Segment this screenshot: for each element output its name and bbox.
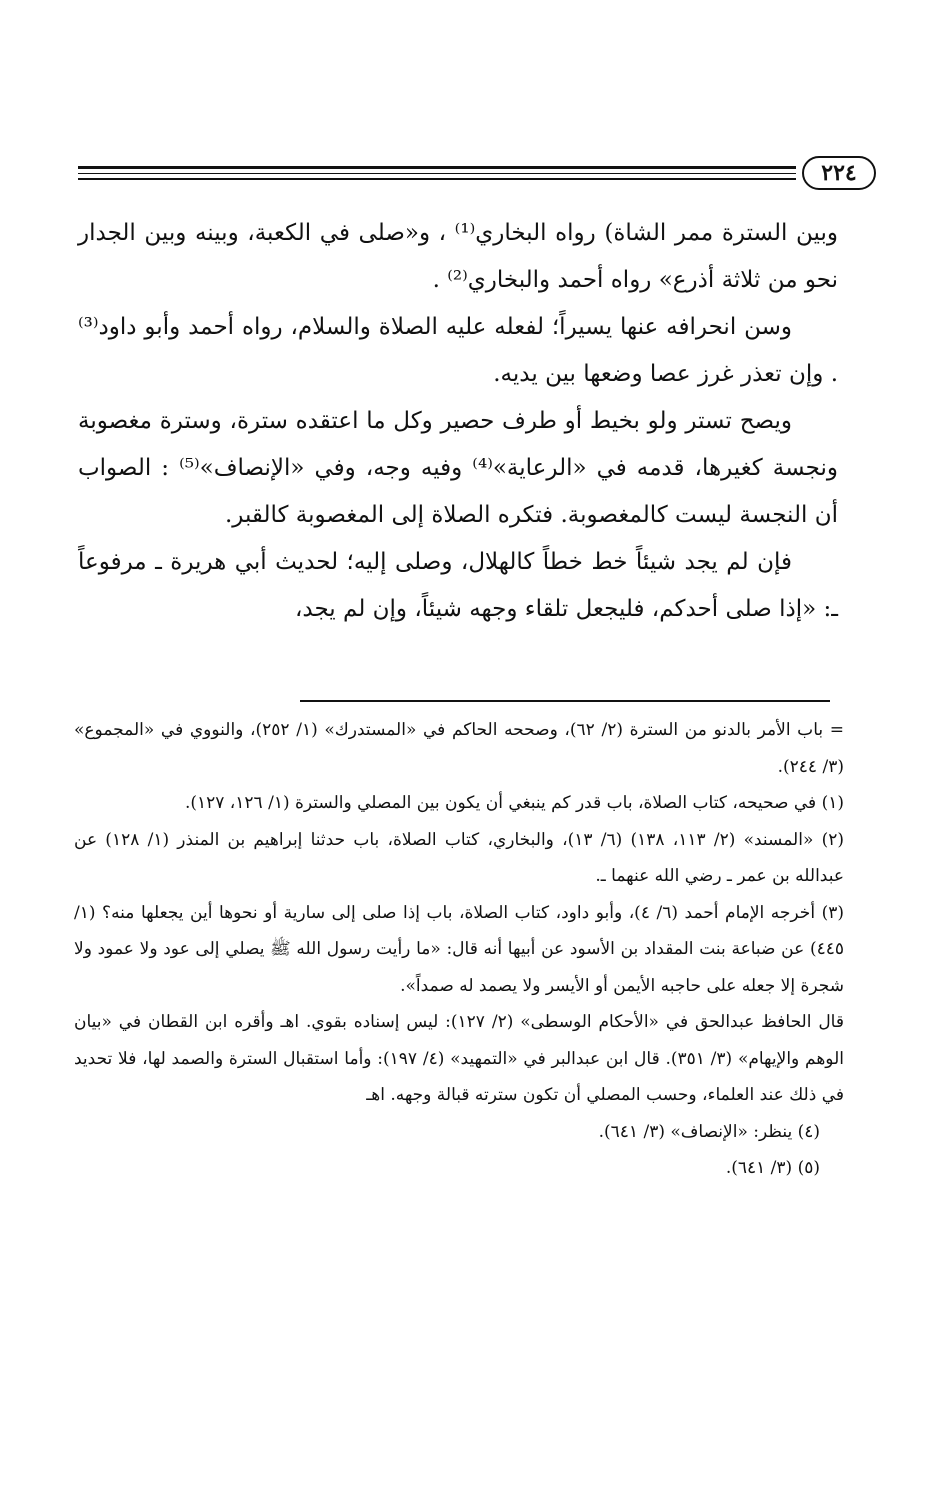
main-paragraph: ويصح تستر ولو بخيط أو طرف حصير وكل ما اعتقده سترة، وسترة مغصوبة ونجسة كغيرها، قدمه في «الرعاية»⁽⁴⁾ وفيه وجه، وفي «الإنصاف»⁽⁵⁾ : الصواب أن النجسة ليست كالمغصوبة. فتكره الصلاة إلى المغصوبة كالقبر. xyxy=(78,408,838,528)
main-paragraph: وسن انحرافه عنها يسيراً؛ لفعله عليه الصلاة والسلام، رواه أحمد وأبو داود⁽³⁾ . وإن تعذر غرز عصا وضعها بين يديه. xyxy=(78,314,838,387)
footnote: قال الحافظ عبدالحق في «الأحكام الوسطى» (٢/ ١٢٧): ليس إسناده بقوي. اهـ وأقره ابن القطان في «بيان الوهم والإيهام» (٣/ ٣٥١). قال ابن عبدالبر في «التمهيد» (٤/ ١٩٧): وأما استقبال السترة والصمد لها، فلا تحديد في ذلك عند العلماء، وحسب المصلي أن تكون سترته قبالة وجهه. اهـ xyxy=(74,1012,844,1105)
footnote: (٤) ينظر: «الإنصاف» (٣/ ٦٤١). xyxy=(598,1121,820,1142)
footnote-divider xyxy=(300,700,830,702)
footnote: (١) في صحيحه، كتاب الصلاة، باب قدر كم ينبغي أن يكون بين المصلي والسترة (١/ ١٢٦، ١٢٧). xyxy=(184,793,844,813)
footnotes xyxy=(74,712,844,1187)
page-header xyxy=(78,152,878,196)
footnote: (٥) (٣/ ٦٤١). xyxy=(725,1158,820,1178)
footnote: = باب الأمر بالدنو من السترة (٢/ ٦٢)، وصححه الحاكم في «المستدرك» (١/ ٢٥٢)، والنووي في «المجموع» (٣/ ٢٤٤). xyxy=(74,720,844,777)
header-rule xyxy=(78,166,796,169)
main-paragraph: وبين السترة ممر الشاة) رواه البخاري⁽¹⁾ ، و«صلى في الكعبة، وبينه وبين الجدار نحو من ثلاثة أذرع» رواه أحمد والبخاري⁽²⁾ . xyxy=(78,220,838,293)
main-text xyxy=(78,210,838,633)
header-rule xyxy=(78,173,796,174)
main-paragraph: فإن لم يجد شيئاً خط خطاً كالهلال، وصلى إليه؛ لحديث أبي هريرة ـ مرفوعاً ـ: «إذا صلى أحدكم، فليجعل تلقاء وجهه شيئاً، وإن لم يجد، xyxy=(78,549,838,622)
header-rule xyxy=(78,178,796,180)
footnote: (٢) «المسند» (٢/ ١١٣، ١٣٨) (٦/ ١٣)، والبخاري، كتاب الصلاة، باب حدثنا إبراهيم بن المنذر (١/ ١٢٨) عن عبدالله بن عمر ـ رضي الله عنهما ـ. xyxy=(74,829,844,886)
footnote: (٣) أخرجه الإمام أحمد (٦/ ٤)، وأبو داود، كتاب الصلاة، باب إذا صلى إلى سارية أو نحوها أين يجعلها منه؟ (١/ ٤٤٥) عن ضباعة بنت المقداد بن الأسود عن أبيها أنه قال: «ما رأيت رسول الله ﷺ يصلي إلى عود ولا عمود ولا شجرة إلا جعله على حاجبه الأيمن أو الأيسر ولا يصمد له صمداً». xyxy=(74,902,844,996)
page-number: ٢٢٤ xyxy=(802,156,876,190)
